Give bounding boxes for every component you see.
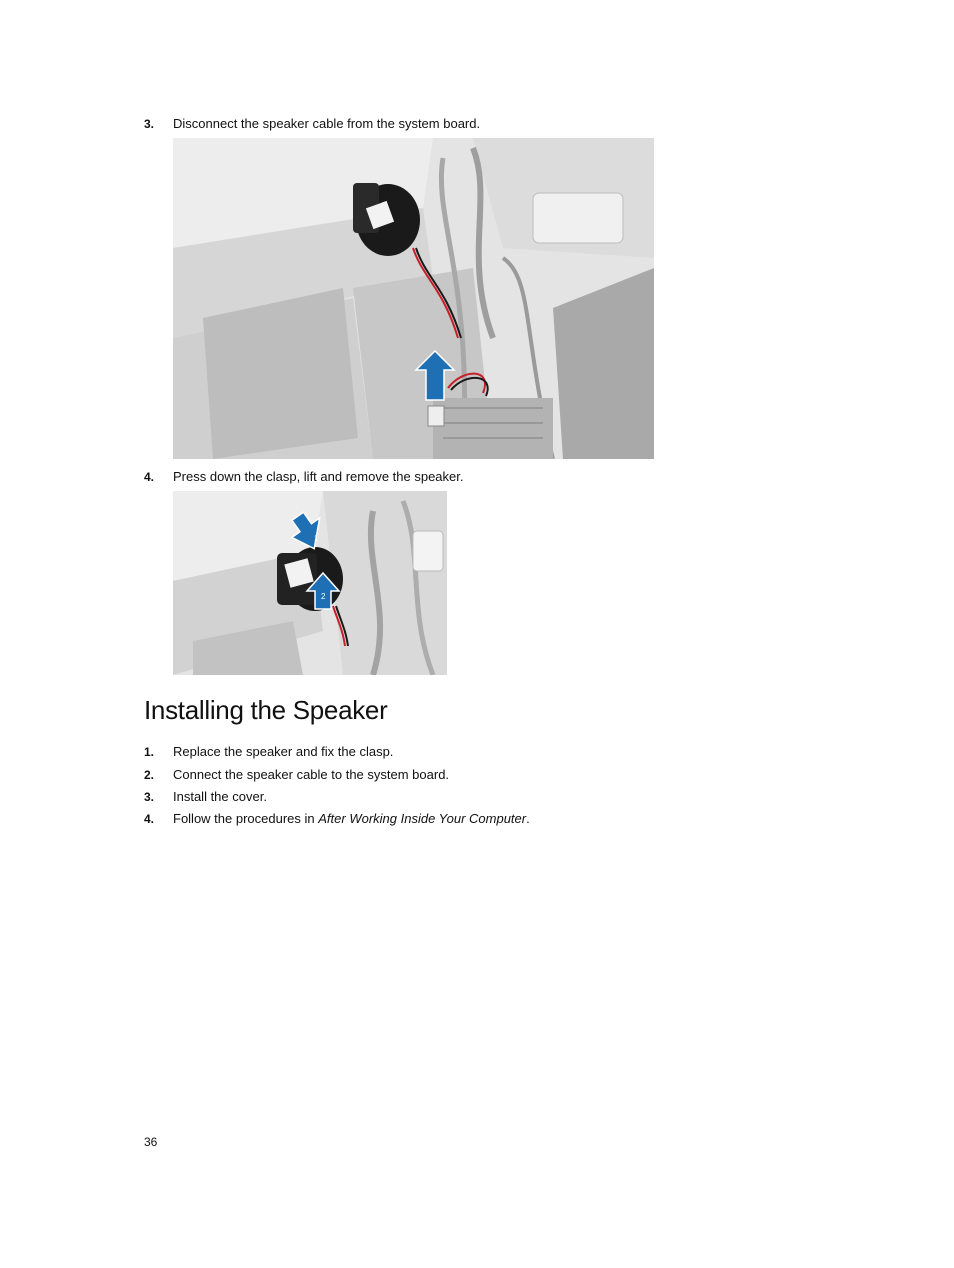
step-text: Replace the speaker and fix the clasp. bbox=[173, 744, 394, 759]
page-number: 36 bbox=[144, 1135, 158, 1149]
step-text: Disconnect the speaker cable from the system board. bbox=[173, 116, 481, 131]
callout-1: 1 bbox=[314, 534, 319, 543]
speaker-removal-illustration bbox=[173, 491, 447, 675]
step-text: Connect the speaker cable to the system board. bbox=[173, 767, 450, 782]
step-text: Press down the clasp, lift and remove the speaker. bbox=[173, 469, 464, 484]
step-number: 4. bbox=[144, 470, 155, 484]
removal-step-4 bbox=[144, 469, 464, 485]
step-number: 2. bbox=[144, 768, 155, 782]
step-text: Install the cover. bbox=[173, 789, 267, 804]
step-text-before: Follow the procedures in bbox=[173, 811, 319, 826]
figure-disconnect-speaker-cable bbox=[173, 138, 654, 459]
step-number: 3. bbox=[144, 117, 155, 131]
computer-interior-illustration bbox=[173, 138, 654, 459]
step-text-after: . bbox=[526, 811, 530, 826]
install-step-3 bbox=[144, 789, 267, 805]
figure-remove-speaker bbox=[173, 491, 447, 675]
install-step-2 bbox=[144, 767, 449, 783]
cross-reference-link[interactable]: After Working Inside Your Computer bbox=[318, 811, 527, 826]
step-number: 1. bbox=[144, 745, 155, 759]
install-step-4 bbox=[144, 811, 530, 827]
section-title: Installing the Speaker bbox=[144, 695, 388, 725]
step-number: 4. bbox=[144, 812, 155, 826]
step-number: 3. bbox=[144, 790, 155, 804]
callout-2: 2 bbox=[321, 592, 326, 601]
removal-step-3 bbox=[144, 116, 480, 132]
install-step-1 bbox=[144, 744, 393, 760]
